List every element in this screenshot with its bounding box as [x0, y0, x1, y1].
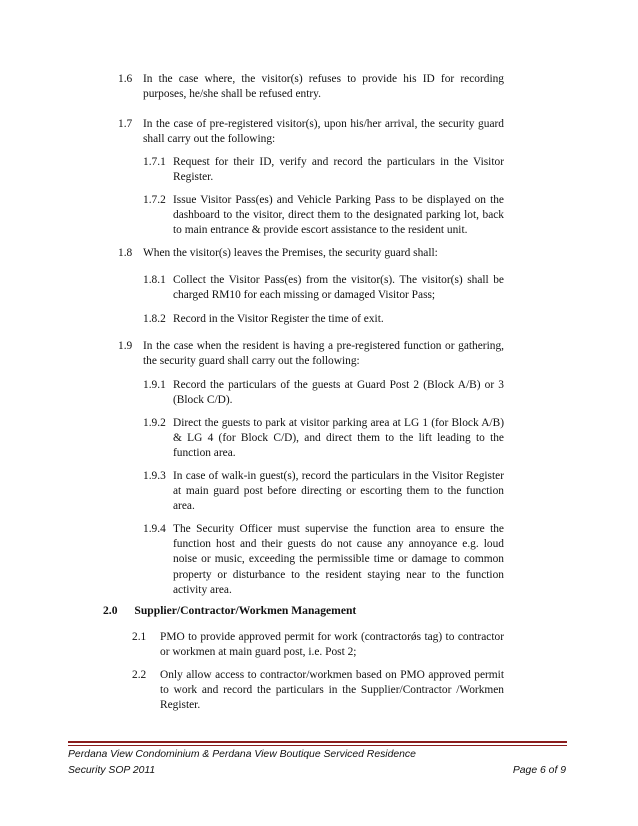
- clause-number: 1.8: [118, 247, 133, 259]
- clause-number: 1.9.4: [143, 523, 166, 535]
- clause-text: Record the particulars of the guests at Guard Post 2 (Block A/B) or 3 (Block C/D).: [173, 379, 504, 407]
- clause-text: PMO to provide approved permit for work (contractorǿs tag) to contractor or workmen at main guard post, i.e. Post 2;: [160, 631, 504, 659]
- clause-1-9-4: [143, 522, 504, 598]
- clause-1-8: [118, 246, 504, 261]
- clause-number: 1.9.2: [143, 417, 166, 429]
- clause-number: 1.9.3: [143, 470, 166, 482]
- clause-1-8-2: [143, 312, 504, 327]
- clause-1-9: [118, 339, 504, 369]
- clause-text: Record in the Visitor Register the time of exit.: [173, 313, 384, 325]
- clause-1-9-2: [143, 416, 504, 462]
- footer-line-1: Perdana View Condominium & Perdana View Boutique Serviced Residence: [68, 749, 416, 760]
- clause-text: In the case of pre-registered visitor(s), upon his/her arrival, the security guard shall carry out the following:: [143, 118, 504, 146]
- clause-number: 1.6: [118, 73, 133, 85]
- clause-2-2: [132, 668, 504, 714]
- clause-number: 1.7.1: [143, 156, 166, 168]
- clause-1-7: [118, 117, 504, 147]
- clause-number: 1.9.1: [143, 379, 166, 391]
- clause-text: In the case when the resident is having a pre-registered function or gathering, the security guard shall carry out the following:: [143, 340, 504, 368]
- clause-number: 1.9: [118, 340, 133, 352]
- footer-rule-thin: [68, 745, 567, 746]
- clause-2-1: [132, 630, 504, 660]
- clause-text: In case of walk-in guest(s), record the particulars in the Visitor Register at main guard post before directing or escorting them to the function area.: [173, 470, 504, 513]
- clause-number: 1.8.2: [143, 313, 166, 325]
- section-2-heading: [103, 603, 503, 618]
- clause-text: When the visitor(s) leaves the Premises, the security guard shall:: [143, 247, 438, 259]
- footer-line-2: Security SOP 2011: [68, 765, 156, 776]
- clause-1-9-3: [143, 469, 504, 515]
- clause-number: 2.2: [132, 669, 147, 681]
- clause-text: In the case where, the visitor(s) refuses to provide his ID for recording purposes, he/she shall be refused entry.: [143, 73, 504, 101]
- footer-rule-thick: [68, 741, 567, 743]
- section-title: Supplier/Contractor/Workmen Management: [134, 604, 357, 617]
- clause-text: Issue Visitor Pass(es) and Vehicle Parking Pass to be displayed on the dashboard to the visitor, direct them to the designated parking lot, back to main entrance & provide escort assistance to the resident unit.: [173, 194, 504, 237]
- clause-number: 2.1: [132, 631, 147, 643]
- clause-text: The Security Officer must supervise the function area to ensure the function host and their guests do not cause any annoyance e.g. loud noise or music, exceeding the permissible time or damage to common property or disturbance to the resident staying near to the function activity area.: [173, 523, 504, 596]
- clause-text: Only allow access to contractor/workmen based on PMO approved permit to work and record the particulars in the Supplier/Contractor /Workmen Register.: [160, 669, 504, 712]
- clause-1-8-1: [143, 273, 504, 303]
- clause-text: Direct the guests to park at visitor parking area at LG 1 (for Block A/B) & LG 4 (for Block C/D), and direct them to the lift leading to the function area.: [173, 417, 504, 460]
- page-number: Page 6 of 9: [512, 765, 566, 776]
- clause-text: Collect the Visitor Pass(es) from the visitor(s). The visitor(s) shall be charged RM10 for each missing or damaged Visitor Pass;: [173, 274, 504, 302]
- clause-1-7-2: [143, 193, 504, 239]
- clause-number: 1.8.1: [143, 274, 166, 286]
- clause-1-6: [118, 72, 504, 102]
- clause-number: 1.7.2: [143, 194, 166, 206]
- clause-1-9-1: [143, 378, 504, 408]
- clause-number: 1.7: [118, 118, 133, 130]
- clause-1-7-1: [143, 155, 504, 185]
- section-number: 2.0: [103, 604, 118, 617]
- clause-text: Request for their ID, verify and record the particulars in the Visitor Register.: [173, 156, 504, 184]
